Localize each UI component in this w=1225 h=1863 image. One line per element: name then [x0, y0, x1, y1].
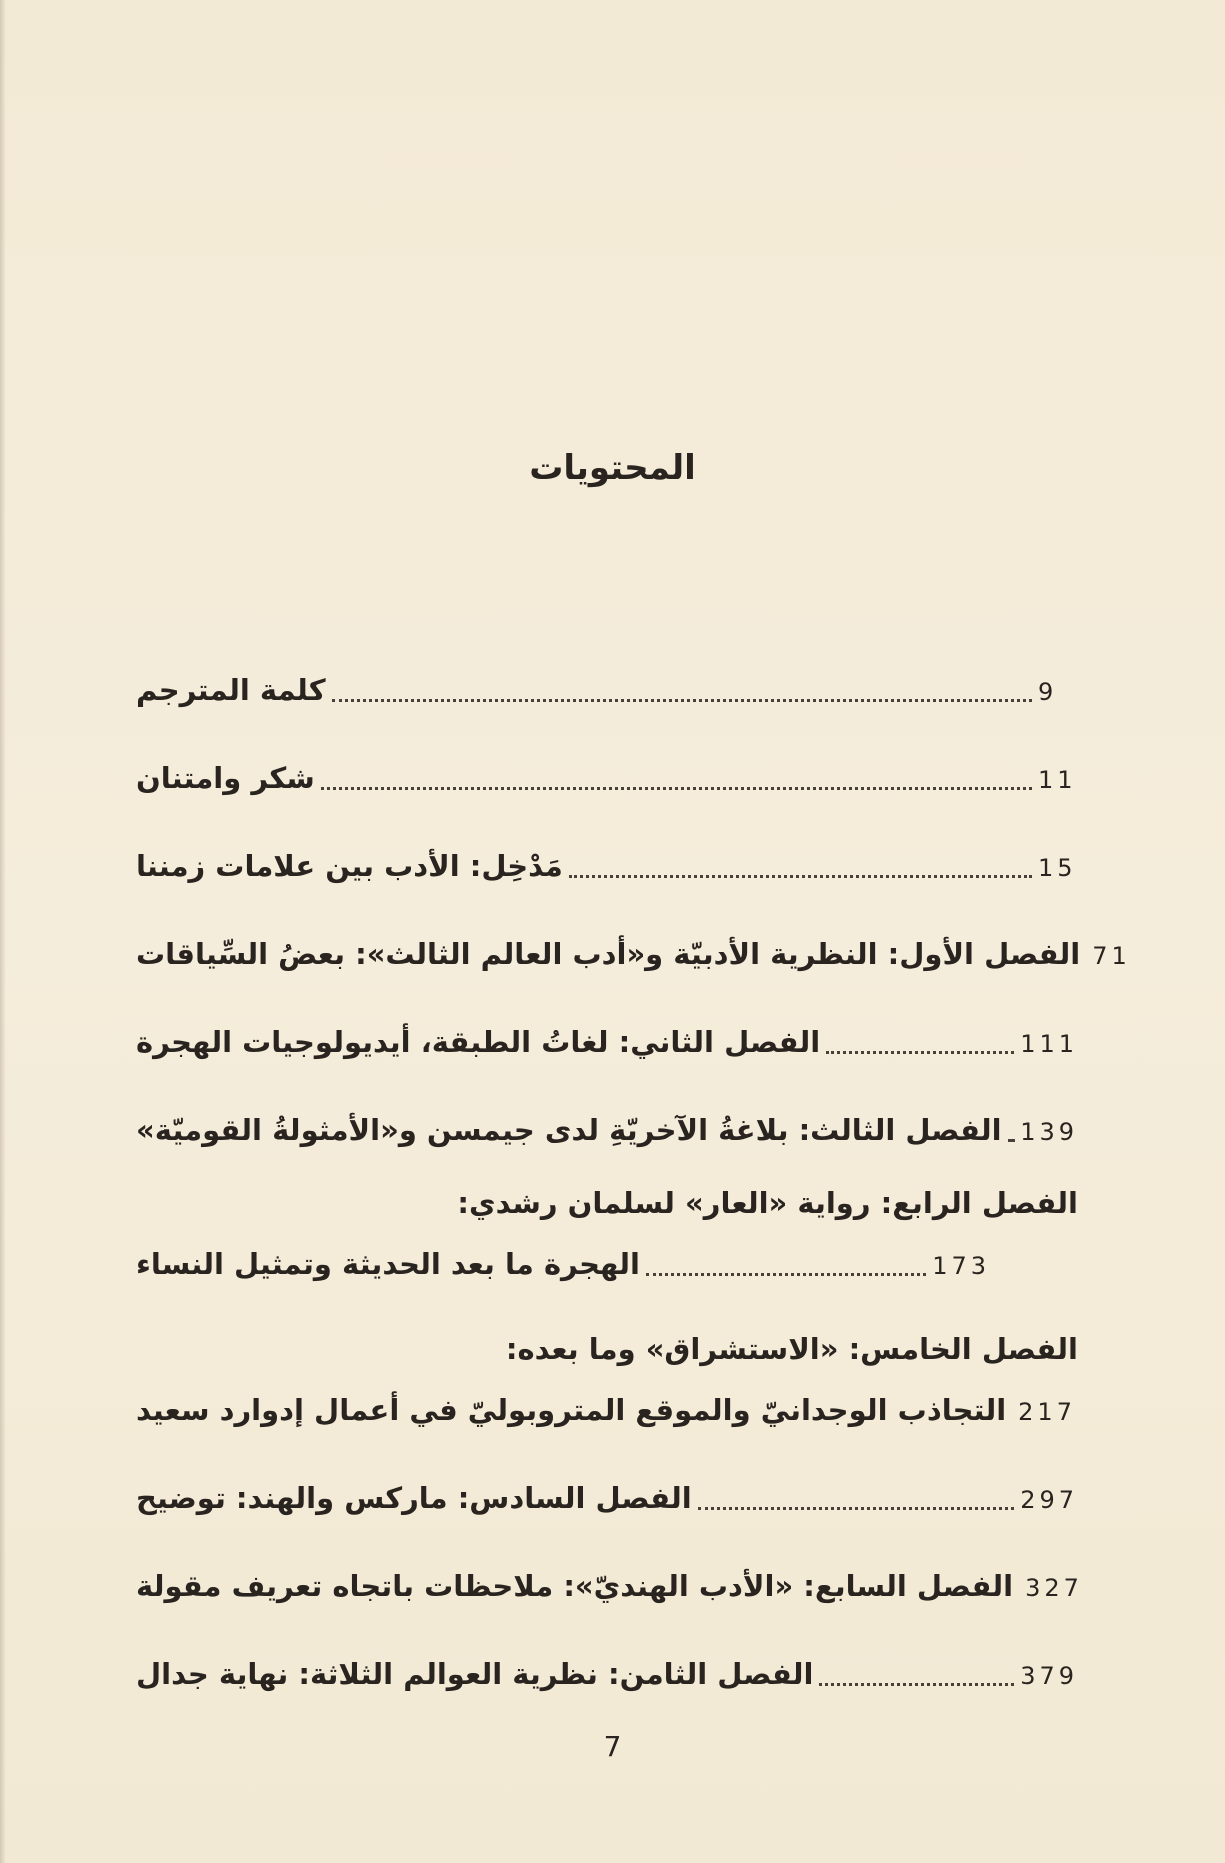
toc-entry-page: 15 — [1038, 854, 1077, 882]
toc-entry — [136, 838, 1078, 888]
toc-entry — [136, 926, 1131, 976]
toc-entry-label: الفصل السادس: ماركس والهند: توضيح — [136, 1481, 692, 1516]
toc-entry-label: شكر وامتنان — [136, 761, 315, 796]
toc-leader-dots — [646, 1273, 926, 1276]
toc-leader-dots — [1008, 1139, 1015, 1142]
toc-entry-page: 297 — [1020, 1486, 1078, 1514]
toc-entry — [136, 1470, 1078, 1520]
toc-leader-dots — [569, 875, 1032, 878]
toc-entry-label: الفصل الثالث: بلاغةُ الآخريّةِ لدى جيمسن و«الأمثولةُ القوميّة» — [136, 1113, 1002, 1148]
toc-entry-label: التجاذب الوجدانيّ والموقع المتروبوليّ في أعمال إدوارد سعيد — [136, 1393, 1007, 1428]
toc-entry-label: الهجرة ما بعد الحديثة وتمثيل النساء — [136, 1247, 640, 1282]
toc-leader-dots — [321, 787, 1032, 790]
toc-entry-label: الفصل الثامن: نظرية العوالم الثلاثة: نهاية جدال — [136, 1657, 814, 1692]
toc-entry — [136, 1102, 1078, 1152]
toc-entry — [136, 1236, 990, 1286]
page-title: المحتويات — [529, 448, 696, 488]
toc-entry-page: 379 — [1020, 1662, 1078, 1690]
toc-entry-label: الفصل الأول: النظرية الأدبيّة و«أدب العالم الثالث»: بعضُ السِّياقات — [136, 937, 1081, 972]
toc-entry — [136, 1014, 1078, 1064]
toc-entry-page: 327 — [1025, 1574, 1083, 1602]
toc-chapter-heading: الفصل الخامس: «الاستشراق» وما بعده: — [505, 1332, 1078, 1366]
toc-entry — [136, 662, 1078, 712]
page-edge-shadow — [0, 0, 6, 1863]
page-number: 7 — [603, 1730, 622, 1763]
toc-leader-dots — [826, 1051, 1014, 1054]
toc-entry-label: الفصل الثاني: لغاتُ الطبقة، أيديولوجيات الهجرة — [136, 1025, 821, 1060]
toc-entry-label: كلمة المترجم — [136, 673, 326, 708]
toc-entry-page: 139 — [1020, 1118, 1078, 1146]
toc-entry-page: 9 — [1038, 678, 1058, 706]
toc-entry — [136, 1382, 1076, 1432]
toc-leader-dots — [819, 1683, 1014, 1686]
toc-chapter-heading: الفصل الرابع: رواية «العار» لسلمان رشدي: — [457, 1186, 1078, 1220]
toc-entry-label: الفصل السابع: «الأدب الهنديّ»: ملاحظات باتجاه تعريف مقولة — [136, 1569, 1014, 1604]
toc-entry-page: 11 — [1038, 766, 1077, 794]
toc-leader-dots — [332, 699, 1032, 702]
toc-entry — [136, 1558, 1083, 1608]
toc-entry-page: 173 — [932, 1252, 990, 1280]
toc-entry — [136, 1646, 1078, 1696]
toc-leader-dots — [698, 1507, 1015, 1510]
toc-entry-label: مَدْخِل: الأدب بين علامات زمننا — [136, 849, 563, 884]
toc-entry-page: 111 — [1020, 1030, 1078, 1058]
toc-entry — [136, 750, 1078, 800]
toc-entry-page: 71 — [1092, 942, 1131, 970]
toc-entry-page: 217 — [1018, 1398, 1076, 1426]
